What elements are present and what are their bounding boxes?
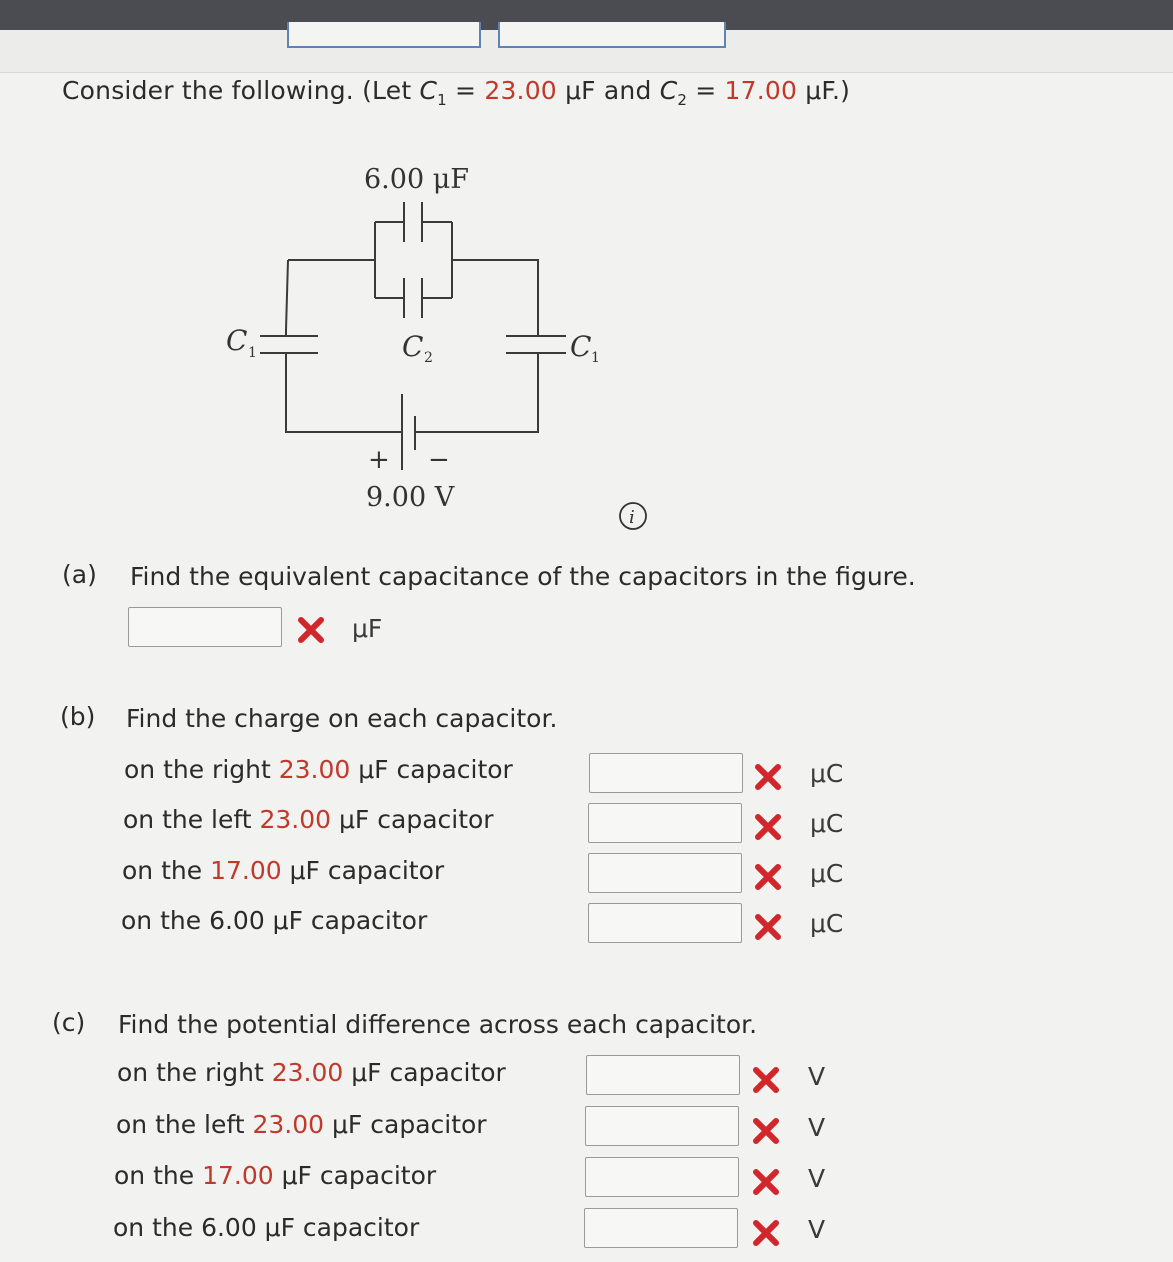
nav-tab-2[interactable] — [498, 22, 726, 48]
plus-sign: + — [368, 445, 390, 475]
part-b-input-right-23[interactable] — [589, 753, 743, 793]
part-c-row-left-23: on the left 23.00 μF capacitor — [116, 1110, 487, 1139]
part-b-unit: μC — [810, 809, 844, 838]
part-c-unit: V — [808, 1113, 826, 1142]
part-b-unit: μC — [810, 859, 844, 888]
svg-text:1: 1 — [591, 350, 600, 366]
part-b-unit: μC — [810, 909, 844, 938]
top-cap-label: 6.00 μF — [364, 164, 469, 195]
x-mark-icon — [754, 813, 782, 841]
left-cap-label: C — [226, 324, 248, 357]
svg-text:2: 2 — [424, 350, 433, 366]
svg-text:i: i — [629, 507, 635, 528]
part-c-input-6[interactable] — [584, 1208, 738, 1248]
part-b-input-left-23[interactable] — [588, 803, 742, 843]
part-b-input-17[interactable] — [588, 853, 742, 893]
right-cap-label: C — [570, 330, 592, 363]
info-icon[interactable] — [620, 503, 646, 529]
x-mark-icon — [752, 1219, 780, 1247]
part-c-row-17: on the 17.00 μF capacitor — [114, 1161, 437, 1190]
part-b-row-17: on the 17.00 μF capacitor — [122, 856, 445, 885]
c1-value: 23.00 — [484, 76, 557, 105]
part-c-unit: V — [808, 1062, 826, 1091]
part-c-input-right-23[interactable] — [586, 1055, 740, 1095]
x-mark-icon — [752, 1168, 780, 1196]
part-c-unit: V — [808, 1164, 826, 1193]
part-b-label: (b) — [60, 702, 96, 731]
part-c-row-right-23: on the right 23.00 μF capacitor — [117, 1058, 506, 1087]
part-c-unit: V — [808, 1215, 826, 1244]
battery-label: 9.00 V — [366, 482, 455, 513]
x-mark-icon — [754, 863, 782, 891]
x-mark-icon — [297, 616, 325, 644]
x-mark-icon — [754, 763, 782, 791]
part-c-row-6: on the 6.00 μF capacitor — [113, 1213, 420, 1242]
part-a-question: Find the equivalent capacitance of the capacitors in the figure. — [130, 562, 916, 591]
x-mark-icon — [754, 913, 782, 941]
part-b-question: Find the charge on each capacitor. — [126, 704, 558, 733]
mid-cap-label: C — [402, 330, 424, 363]
part-a-unit: μF — [352, 614, 383, 643]
part-b-input-6[interactable] — [588, 903, 742, 943]
problem-prompt: Consider the following. (Let $C_1 = 23.00$ μF and $C_2 = 17.00$ μF.) — [62, 76, 851, 109]
x-mark-icon — [752, 1117, 780, 1145]
part-c-question: Find the potential difference across each capacitor. — [118, 1010, 758, 1039]
part-a-label: (a) — [62, 560, 97, 589]
part-c-label: (c) — [52, 1008, 86, 1037]
part-b-unit: μC — [810, 759, 844, 788]
minus-sign: − — [428, 445, 450, 475]
nav-tab-1[interactable] — [287, 22, 481, 48]
part-c-input-left-23[interactable] — [585, 1106, 739, 1146]
svg-text:1: 1 — [248, 345, 257, 361]
part-b-row-left-23: on the left 23.00 μF capacitor — [123, 805, 494, 834]
part-b-row-right-23: on the right 23.00 μF capacitor — [124, 755, 513, 784]
part-c-input-17[interactable] — [585, 1157, 739, 1197]
part-b-row-6: on the 6.00 μF capacitor — [121, 906, 428, 935]
part-a-answer-input[interactable] — [128, 607, 282, 647]
circuit-diagram — [200, 150, 660, 530]
c2-value: 17.00 — [724, 76, 798, 105]
x-mark-icon — [752, 1066, 780, 1094]
